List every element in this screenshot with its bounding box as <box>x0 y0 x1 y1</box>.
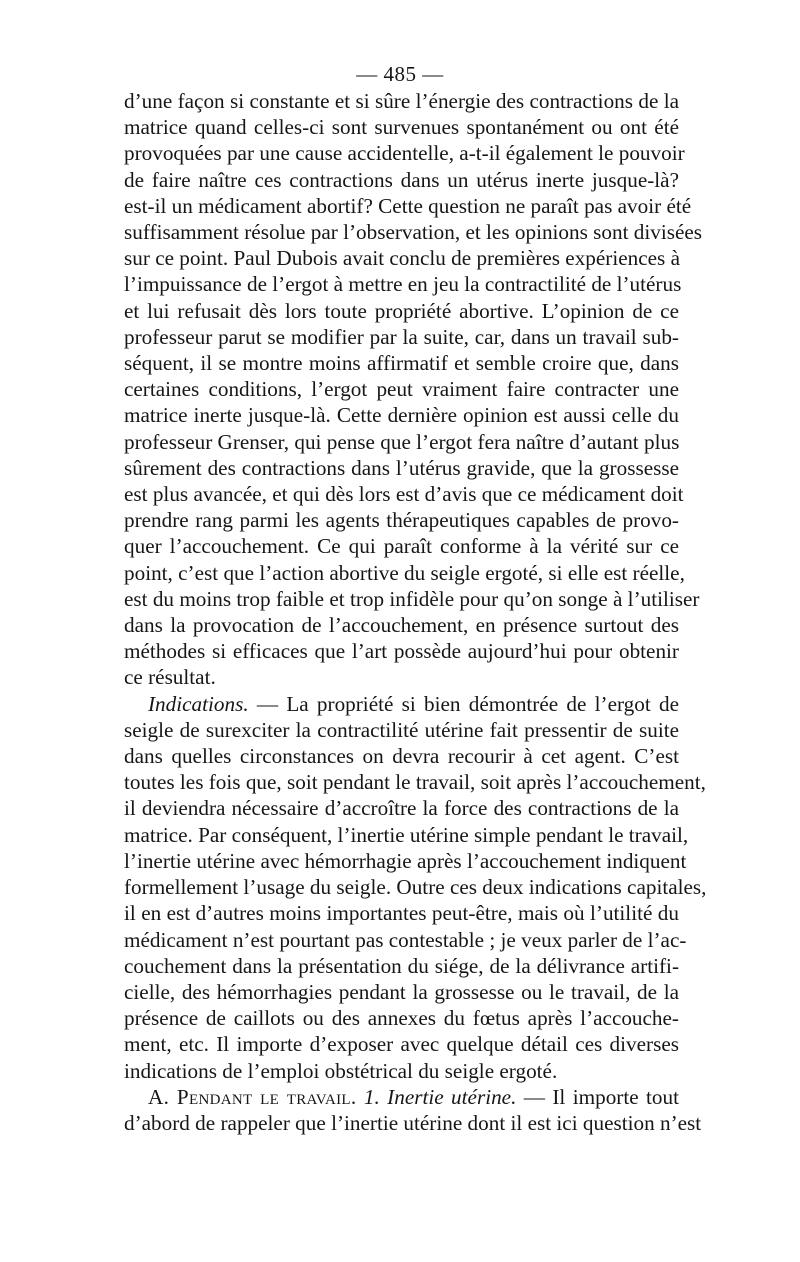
indications-heading: Indications. <box>148 691 249 716</box>
text-line: matrice inerte jusque-là. Cette dernière opinion est aussi celle du <box>124 403 679 428</box>
text-line: matrice. Par conséquent, l’inertie utérine simple pendant le travail, <box>124 822 689 847</box>
text-line: est-il un médicament abortif? Cette question ne paraît pas avoir été <box>124 193 692 218</box>
text-line: professeur parut se modifier par la suite, car, dans un travail sub- <box>124 324 679 349</box>
text-line: ment, etc. Il importe d’exposer avec quelque détail ces diverses <box>124 1032 679 1057</box>
text-line: présence de caillots ou des annexes du fœtus après l’accouche- <box>124 1006 679 1031</box>
text-line: seigle de surexciter la contractilité utérine fait pressentir de suite <box>124 717 679 742</box>
text-line: d’abord de rappeler que l’inertie utérine dont il est ici question n’est <box>124 1110 702 1135</box>
subsection-heading: 1. Inertie utérine. <box>363 1084 517 1109</box>
section-heading: A. Pendant le travail. <box>148 1084 357 1109</box>
page-number: — 485 — <box>356 62 444 86</box>
text-line: quer l’accouchement. Ce qui paraît conforme à la vérité sur ce <box>124 534 679 559</box>
text-line: d’une façon si constante et si sûre l’énergie des contractions de la <box>124 89 679 113</box>
text-line: toutes les fois que, soit pendant le travail, soit après l’accouchement, <box>124 770 706 795</box>
text-line: est plus avancée, et qui dès lors est d’avis que ce médicament doit <box>124 482 684 507</box>
text-line: sûrement des contractions dans l’utérus gravide, que la grossesse <box>124 455 679 480</box>
text-line: professeur Grenser, qui pense que l’ergot fera naître d’autant plus <box>124 429 680 454</box>
text-line: couchement dans la présentation du siége, de la délivrance artifi- <box>124 953 679 978</box>
section-intro: — Il importe tout <box>516 1084 680 1109</box>
text-line: médicament n’est pourtant pas contestable ; je veux parler de l’ac- <box>124 927 687 952</box>
text-line: certaines conditions, l’ergot peut vraiment faire contracter une <box>124 377 679 402</box>
text-line <box>124 691 679 717</box>
body-text <box>124 88 707 1136</box>
text-line: de faire naître ces contractions dans un utérus inerte jusque-là? <box>124 167 679 192</box>
text-line: il en est d’autres moins importantes peut-être, mais où l’utilité du <box>124 901 679 926</box>
text-line: provoquées par une cause accidentelle, a-t-il également le pouvoir <box>124 141 685 166</box>
paragraph-ergot-abortive <box>124 88 703 691</box>
indications-intro: — La propriété si bien démontrée de l’ergot de <box>248 691 679 716</box>
text-line: méthodes si efficaces que l’art possède aujourd’hui pour obtenir <box>124 639 679 664</box>
text-line: l’impuissance de l’ergot à mettre en jeu la contractilité de l’utérus <box>124 272 682 297</box>
text-line: est du moins trop faible et trop infidèle pour qu’on songe à l’utiliser <box>124 586 700 611</box>
text-line: ce résultat. <box>124 665 216 690</box>
text-line: l’inertie utérine avec hémorrhagie après l’accouchement indiquent <box>124 848 687 873</box>
text-line: matrice quand celles-ci sont survenues spontanément ou ont été <box>124 115 679 140</box>
text-line: séquent, il se montre moins affirmatif et semble croire que, dans <box>124 351 679 376</box>
paragraph-section-a <box>124 1084 702 1136</box>
text-line: point, c’est que l’action abortive du seigle ergoté, si elle est réelle, <box>124 560 685 585</box>
text-line: cielle, des hémorrhagies pendant la grossesse ou le travail, de la <box>124 979 679 1004</box>
text-line: formellement l’usage du seigle. Outre ces deux indications capitales, <box>124 875 707 900</box>
text-line: et lui refusait dès lors toute propriété abortive. L’opinion de ce <box>124 298 679 323</box>
paragraph-indications <box>124 691 707 1084</box>
text-line: sur ce point. Paul Dubois avait conclu de premières expériences à <box>124 246 680 271</box>
text-line: indications de l’emploi obstétrical du seigle ergoté. <box>124 1058 558 1083</box>
text-line: suffisamment résolue par l’observation, et les opinions sont divisées <box>124 220 703 245</box>
text-line: prendre rang parmi les agents thérapeutiques capables de provo- <box>124 508 679 533</box>
text-line: dans la provocation de l’accouchement, en présence surtout des <box>124 613 679 638</box>
text-line <box>124 1084 679 1110</box>
text-line: il deviendra nécessaire d’accroître la force des contractions de la <box>124 796 679 821</box>
text-line: dans quelles circonstances on devra recourir à cet agent. C’est <box>124 744 679 769</box>
